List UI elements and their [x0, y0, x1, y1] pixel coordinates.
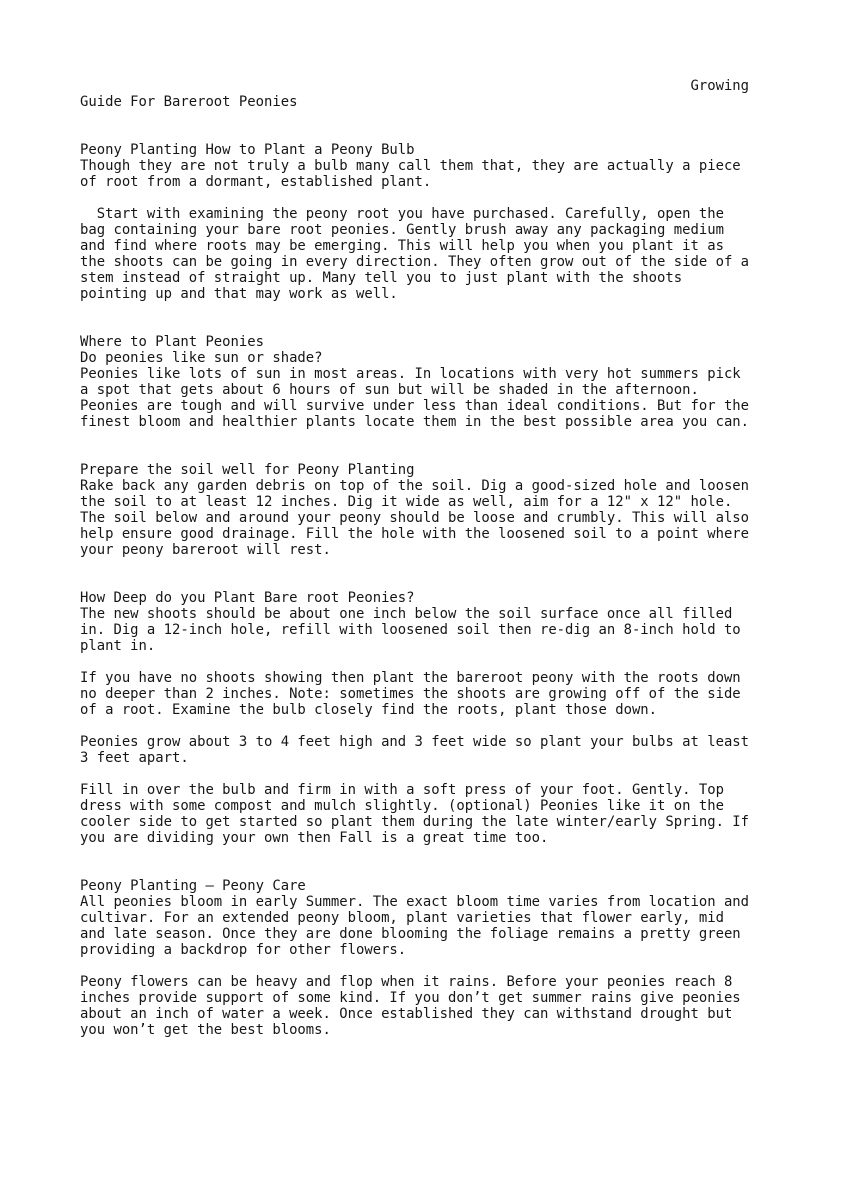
text-line: Growing [80, 78, 750, 94]
text-line [80, 430, 749, 446]
text-line [80, 718, 749, 734]
text-line: your peony bareroot will rest. [80, 542, 331, 558]
text-line [80, 302, 749, 318]
text-line [80, 766, 749, 782]
text-line: dress with some compost and mulch slightly. (optional) Peonies like it on the [80, 798, 724, 814]
text-line: in. Dig a 12-inch hole, refill with loosened soil then re-dig an 8-inch hold to [80, 622, 741, 638]
document-text [80, 78, 749, 1038]
text-line: Peonies grow about 3 to 4 feet high and 3 feet wide so plant your bulbs at least [80, 734, 750, 750]
text-line: How Deep do you Plant Bare root Peonies? [80, 590, 415, 606]
text-line: no deeper than 2 inches. Note: sometimes the shoots are growing off of the side [80, 686, 741, 702]
text-line: Peony Planting – Peony Care [80, 878, 306, 894]
text-line: providing a backdrop for other flowers. [80, 942, 407, 958]
text-line: Peony flowers can be heavy and flop when it rains. Before your peonies reach 8 [80, 974, 733, 990]
text-line: Do peonies like sun or shade? [80, 350, 323, 366]
text-line: inches provide support of some kind. If you don’t get summer rains give peonies [80, 990, 741, 1006]
text-line: The soil below and around your peony should be loose and crumbly. This will also [80, 510, 750, 526]
text-line: Prepare the soil well for Peony Planting [80, 462, 415, 478]
text-line: plant in. [80, 638, 156, 654]
text-line: Peonies are tough and will survive under less than ideal conditions. But for the [80, 398, 750, 414]
text-line [80, 318, 749, 334]
text-line: cooler side to get started so plant them during the late winter/early Spring. If [80, 814, 750, 830]
text-line: Rake back any garden debris on top of the soil. Dig a good-sized hole and loosen [80, 478, 750, 494]
text-line [80, 190, 749, 206]
text-line: Start with examining the peony root you have purchased. Carefully, open the [80, 206, 724, 222]
text-line: Guide For Bareroot Peonies [80, 94, 298, 110]
text-line: a spot that gets about 6 hours of sun but will be shaded in the afternoon. [80, 382, 699, 398]
text-line: the shoots can be going in every direction. They often grow out of the side of a [80, 254, 750, 270]
text-line: finest bloom and healthier plants locate them in the best possible area you can. [80, 414, 750, 430]
text-line: the soil to at least 12 inches. Dig it wide as well, aim for a 12" x 12" hole. [80, 494, 733, 510]
text-line [80, 126, 749, 142]
text-line: Fill in over the bulb and firm in with a soft press of your foot. Gently. Top [80, 782, 724, 798]
text-line: pointing up and that may work as well. [80, 286, 398, 302]
text-line [80, 862, 749, 878]
text-line: cultivar. For an extended peony bloom, plant varieties that flower early, mid [80, 910, 724, 926]
text-line: you won’t get the best blooms. [80, 1022, 331, 1038]
text-line: 3 feet apart. [80, 750, 189, 766]
text-line [80, 958, 749, 974]
text-line: of root from a dormant, established plant. [80, 174, 432, 190]
text-line [80, 574, 749, 590]
text-line [80, 654, 749, 670]
text-line: help ensure good drainage. Fill the hole with the loosened soil to a point where [80, 526, 750, 542]
text-line: All peonies bloom in early Summer. The exact bloom time varies from location and [80, 894, 750, 910]
text-line [80, 110, 749, 126]
text-line: of a root. Examine the bulb closely find the roots, plant those down. [80, 702, 658, 718]
text-line: Where to Plant Peonies [80, 334, 264, 350]
text-line: If you have no shoots showing then plant the bareroot peony with the roots down [80, 670, 741, 686]
text-line: and find where roots may be emerging. This will help you when you plant it as [80, 238, 724, 254]
text-line [80, 446, 749, 462]
text-line: Peony Planting How to Plant a Peony Bulb [80, 142, 415, 158]
text-line: The new shoots should be about one inch below the soil surface once all filled [80, 606, 733, 622]
text-line: bag containing your bare root peonies. Gently brush away any packaging medium [80, 222, 724, 238]
text-line: Peonies like lots of sun in most areas. In locations with very hot summers pick [80, 366, 741, 382]
text-line [80, 558, 749, 574]
text-line: and late season. Once they are done blooming the foliage remains a pretty green [80, 926, 741, 942]
text-line [80, 846, 749, 862]
text-line: stem instead of straight up. Many tell you to just plant with the shoots [80, 270, 683, 286]
text-line: Though they are not truly a bulb many call them that, they are actually a piece [80, 158, 741, 174]
text-line: you are dividing your own then Fall is a great time too. [80, 830, 549, 846]
text-line: about an inch of water a week. Once established they can withstand drought but [80, 1006, 733, 1022]
